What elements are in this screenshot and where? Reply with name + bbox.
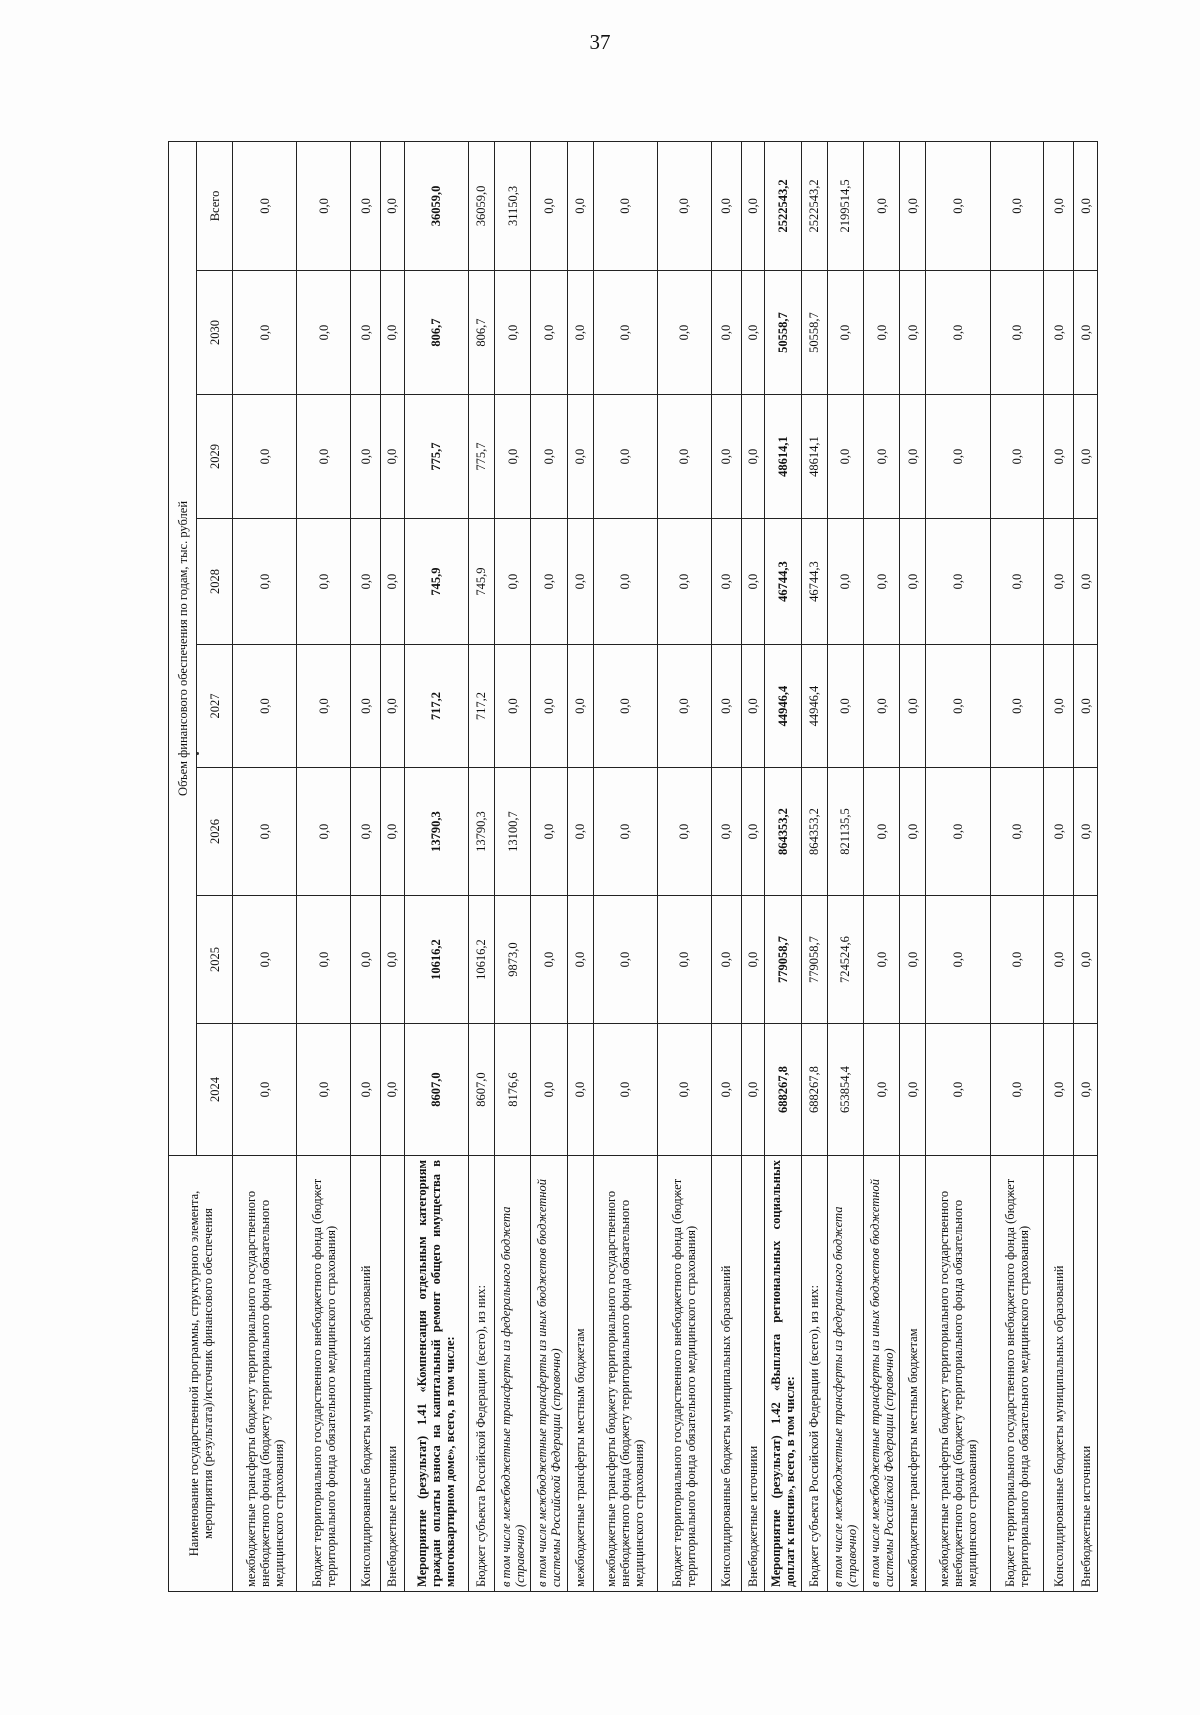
row-value-2024: 0,0: [926, 1024, 990, 1156]
row-name: в том числе межбюджетные трансферты из иных бюджетов бюджетной системы Российской Федерации (справочно): [863, 1156, 899, 1592]
row-value-2024: 8607,0: [469, 1024, 495, 1156]
row-name: Бюджет территориального государственного внебюджетного фонда (бюджет территориального фонда обязательного медицинского страхования): [657, 1156, 711, 1592]
table-row: [926, 141, 990, 1591]
row-value-Всего: 36059,0: [404, 141, 468, 270]
row-value-Всего: 0,0: [381, 141, 405, 270]
row-name: Внебюджетные источники: [741, 1156, 765, 1592]
row-name: межбюджетные трансферты местным бюджетам: [900, 1156, 926, 1592]
row-value-2024: 0,0: [531, 1024, 567, 1156]
table-row: [531, 141, 567, 1591]
row-value-2029: 0,0: [593, 395, 657, 519]
row-value-2025: 0,0: [863, 896, 899, 1024]
row-value-2025: 0,0: [233, 896, 297, 1024]
row-value-2028: 0,0: [593, 519, 657, 645]
row-value-2027: 44946,4: [801, 645, 827, 768]
row-value-Всего: 0,0: [351, 141, 381, 270]
row-value-2029: 0,0: [711, 395, 741, 519]
row-value-2028: 46744,3: [765, 519, 801, 645]
row-value-2025: 0,0: [900, 896, 926, 1024]
row-name: межбюджетные трансферты бюджету территориального государственного внебюджетного фонда (бюджету территориального фонда обязательного медицинского страхования): [926, 1156, 990, 1592]
row-value-2026: 821135,5: [827, 768, 863, 896]
row-value-Всего: 0,0: [863, 141, 899, 270]
row-value-2025: 0,0: [567, 896, 593, 1024]
table-row: [1074, 141, 1098, 1591]
row-value-2027: 0,0: [711, 645, 741, 768]
table-row: [593, 141, 657, 1591]
row-value-2024: 0,0: [990, 1024, 1044, 1156]
header-year-2030: 2030: [197, 271, 233, 395]
row-value-2030: 0,0: [567, 271, 593, 395]
row-value-2026: 0,0: [926, 768, 990, 896]
header-group: Объем финансового обеспечения по годам, тыс. рублей: [169, 141, 197, 1155]
row-value-2027: 0,0: [233, 645, 297, 768]
row-value-2025: 0,0: [381, 896, 405, 1024]
row-value-2025: 0,0: [531, 896, 567, 1024]
row-value-2025: 9873,0: [494, 896, 530, 1024]
row-value-2026: 0,0: [863, 768, 899, 896]
row-value-Всего: 0,0: [657, 141, 711, 270]
row-value-2024: 0,0: [351, 1024, 381, 1156]
row-value-2025: 10616,2: [469, 896, 495, 1024]
header-year-2024: 2024: [197, 1024, 233, 1156]
row-value-2025: 0,0: [1044, 896, 1074, 1024]
row-value-Всего: 0,0: [1074, 141, 1098, 270]
row-value-2025: 0,0: [593, 896, 657, 1024]
row-value-2024: 0,0: [900, 1024, 926, 1156]
row-value-2026: 0,0: [233, 768, 297, 896]
row-value-2027: 0,0: [297, 645, 351, 768]
row-value-2024: 0,0: [233, 1024, 297, 1156]
row-value-2028: 0,0: [297, 519, 351, 645]
row-value-2027: 0,0: [1074, 645, 1098, 768]
row-value-2029: 48614,1: [765, 395, 801, 519]
row-name: Бюджет территориального государственного внебюджетного фонда (бюджет территориального фонда обязательного медицинского страхования): [297, 1156, 351, 1592]
header-year-2025: 2025: [197, 896, 233, 1024]
row-value-Всего: 0,0: [990, 141, 1044, 270]
row-value-2029: 0,0: [233, 395, 297, 519]
row-value-2026: 0,0: [900, 768, 926, 896]
row-value-2024: 0,0: [593, 1024, 657, 1156]
row-value-2025: 0,0: [741, 896, 765, 1024]
row-value-2029: 0,0: [741, 395, 765, 519]
row-name: Консолидированные бюджеты муниципальных образований: [711, 1156, 741, 1592]
row-value-2030: 0,0: [381, 271, 405, 395]
table-row: [741, 141, 765, 1591]
header-name-column: Наименование государственной программы, структурного элемента, мероприятия (результата)/источник финансового обеспечения: [169, 1156, 233, 1592]
row-value-2029: 0,0: [863, 395, 899, 519]
row-value-2026: 0,0: [531, 768, 567, 896]
row-name: межбюджетные трансферты бюджету территориального государственного внебюджетного фонда (бюджету территориального фонда обязательного медицинского страхования): [233, 1156, 297, 1592]
row-value-2027: 0,0: [900, 645, 926, 768]
row-value-2024: 653854,4: [827, 1024, 863, 1156]
row-value-2029: 0,0: [567, 395, 593, 519]
table-row: [765, 141, 801, 1591]
table-row: [711, 141, 741, 1591]
row-value-2028: 0,0: [1074, 519, 1098, 645]
row-value-2026: 0,0: [593, 768, 657, 896]
row-value-2029: 0,0: [531, 395, 567, 519]
row-value-2029: 0,0: [494, 395, 530, 519]
row-value-2026: 13790,3: [404, 768, 468, 896]
row-value-Всего: 0,0: [297, 141, 351, 270]
row-value-2027: 0,0: [351, 645, 381, 768]
page-number: 37: [589, 30, 611, 54]
row-value-2028: 0,0: [863, 519, 899, 645]
rotated-table-container: [168, 142, 1098, 1592]
row-name: Внебюджетные источники: [381, 1156, 405, 1592]
row-value-2026: 0,0: [381, 768, 405, 896]
row-value-2024: 0,0: [1074, 1024, 1098, 1156]
row-value-2027: 0,0: [494, 645, 530, 768]
row-value-2025: 0,0: [1074, 896, 1098, 1024]
table-row: [863, 141, 899, 1591]
row-value-2027: 0,0: [827, 645, 863, 768]
header-year-2029: 2029: [197, 395, 233, 519]
row-value-2027: 0,0: [863, 645, 899, 768]
table-row: [404, 141, 468, 1591]
row-value-2027: 0,0: [657, 645, 711, 768]
row-value-2029: 775,7: [469, 395, 495, 519]
row-value-Всего: 0,0: [926, 141, 990, 270]
row-value-2029: 0,0: [657, 395, 711, 519]
row-name: Бюджет субъекта Российской Федерации (всего), из них:: [801, 1156, 827, 1592]
table-row: [1044, 141, 1074, 1591]
row-value-Всего: 0,0: [741, 141, 765, 270]
row-value-2029: 0,0: [926, 395, 990, 519]
row-name: Консолидированные бюджеты муниципальных образований: [1044, 1156, 1074, 1592]
row-value-2029: 0,0: [827, 395, 863, 519]
table-row: [233, 141, 297, 1591]
row-value-2027: 717,2: [404, 645, 468, 768]
row-value-2027: 0,0: [381, 645, 405, 768]
financing-table: [168, 141, 1098, 1592]
row-value-2028: 0,0: [900, 519, 926, 645]
row-value-2030: 0,0: [494, 271, 530, 395]
header-total: Всего: [197, 141, 233, 270]
table-body: [233, 141, 1098, 1591]
row-value-2026: 13100,7: [494, 768, 530, 896]
row-name: Мероприятие (результат) 1.41 «Компенсация отдельным категориям граждан оплаты взноса на капитальный ремонт общего имущества в многоквартирном доме», всего, в том числе:: [404, 1156, 468, 1592]
header-year-2028: 2028: [197, 519, 233, 645]
row-value-Всего: 31150,3: [494, 141, 530, 270]
row-value-2030: 50558,7: [801, 271, 827, 395]
row-value-2028: 0,0: [926, 519, 990, 645]
row-value-2026: 0,0: [711, 768, 741, 896]
table-row: [990, 141, 1044, 1591]
row-value-Всего: 36059,0: [469, 141, 495, 270]
row-value-2025: 0,0: [990, 896, 1044, 1024]
row-name: Мероприятие (результат) 1.42 «Выплата региональных социальных доплат к пенсии», всего, в том числе:: [765, 1156, 801, 1592]
row-value-2026: 0,0: [567, 768, 593, 896]
row-value-Всего: 0,0: [567, 141, 593, 270]
row-name: Бюджет субъекта Российской Федерации (всего), из них:: [469, 1156, 495, 1592]
row-value-2027: 0,0: [567, 645, 593, 768]
table-row: [381, 141, 405, 1591]
row-value-Всего: 0,0: [900, 141, 926, 270]
row-value-2024: 0,0: [711, 1024, 741, 1156]
row-value-2025: 724524,6: [827, 896, 863, 1024]
row-value-2025: 0,0: [926, 896, 990, 1024]
table-row: [494, 141, 530, 1591]
row-name: в том числе межбюджетные трансферты из федерального бюджета (справочно): [494, 1156, 530, 1592]
row-value-2030: 50558,7: [765, 271, 801, 395]
row-value-2026: 0,0: [1044, 768, 1074, 896]
row-name: Внебюджетные источники: [1074, 1156, 1098, 1592]
row-value-2027: 717,2: [469, 645, 495, 768]
row-value-2030: 0,0: [297, 271, 351, 395]
row-value-Всего: 0,0: [233, 141, 297, 270]
row-value-2026: 0,0: [297, 768, 351, 896]
row-value-2029: 0,0: [1044, 395, 1074, 519]
row-value-2028: 0,0: [827, 519, 863, 645]
table-row: [827, 141, 863, 1591]
row-name: межбюджетные трансферты бюджету территориального государственного внебюджетного фонда (бюджету территориального фонда обязательного медицинского страхования): [593, 1156, 657, 1592]
header-year-2026: 2026: [197, 768, 233, 896]
row-value-2030: 0,0: [351, 271, 381, 395]
row-value-2026: 864353,2: [765, 768, 801, 896]
row-value-2024: 0,0: [863, 1024, 899, 1156]
table-row: [900, 141, 926, 1591]
row-value-2028: 0,0: [351, 519, 381, 645]
row-value-2030: 0,0: [531, 271, 567, 395]
row-value-2024: 688267,8: [765, 1024, 801, 1156]
row-value-Всего: 0,0: [711, 141, 741, 270]
row-value-2026: 0,0: [351, 768, 381, 896]
row-value-2028: 0,0: [657, 519, 711, 645]
row-value-2028: 745,9: [469, 519, 495, 645]
row-value-2025: 0,0: [297, 896, 351, 1024]
row-value-2030: 0,0: [863, 271, 899, 395]
row-value-2028: 0,0: [741, 519, 765, 645]
row-value-2028: 0,0: [494, 519, 530, 645]
row-value-2030: 0,0: [926, 271, 990, 395]
row-value-2030: 0,0: [900, 271, 926, 395]
row-value-2025: 0,0: [657, 896, 711, 1024]
row-value-2026: 0,0: [657, 768, 711, 896]
row-value-Всего: 0,0: [531, 141, 567, 270]
table-row: [657, 141, 711, 1591]
row-value-2025: 10616,2: [404, 896, 468, 1024]
row-name: межбюджетные трансферты местным бюджетам: [567, 1156, 593, 1592]
table-row: [801, 141, 827, 1591]
row-value-2029: 0,0: [1074, 395, 1098, 519]
row-value-Всего: 0,0: [593, 141, 657, 270]
row-value-2030: 806,7: [404, 271, 468, 395]
row-value-2026: 0,0: [1074, 768, 1098, 896]
row-value-2024: 8607,0: [404, 1024, 468, 1156]
row-value-2025: 779058,7: [765, 896, 801, 1024]
row-value-Всего: 0,0: [1044, 141, 1074, 270]
row-value-2026: 13790,3: [469, 768, 495, 896]
row-value-2028: 0,0: [531, 519, 567, 645]
row-value-2027: 0,0: [741, 645, 765, 768]
row-value-2029: 0,0: [990, 395, 1044, 519]
row-value-2028: 0,0: [711, 519, 741, 645]
row-value-2024: 0,0: [567, 1024, 593, 1156]
row-value-2029: 48614,1: [801, 395, 827, 519]
row-name: Консолидированные бюджеты муниципальных образований: [351, 1156, 381, 1592]
row-value-2028: 0,0: [233, 519, 297, 645]
row-value-2028: 745,9: [404, 519, 468, 645]
row-value-2027: 0,0: [990, 645, 1044, 768]
row-name: в том числе межбюджетные трансферты из федерального бюджета (справочно): [827, 1156, 863, 1592]
row-value-Всего: 2522543,2: [765, 141, 801, 270]
row-value-2027: 0,0: [531, 645, 567, 768]
row-value-2028: 46744,3: [801, 519, 827, 645]
row-value-2026: 0,0: [741, 768, 765, 896]
row-value-2029: 775,7: [404, 395, 468, 519]
row-value-2025: 0,0: [351, 896, 381, 1024]
header-year-2027: 2027: [197, 645, 233, 768]
row-name: в том числе межбюджетные трансферты из иных бюджетов бюджетной системы Российской Федерации (справочно): [531, 1156, 567, 1592]
table-row: [567, 141, 593, 1591]
row-value-2030: 806,7: [469, 271, 495, 395]
row-value-2024: 8176,6: [494, 1024, 530, 1156]
row-value-2030: 0,0: [233, 271, 297, 395]
row-value-2024: 0,0: [381, 1024, 405, 1156]
row-value-2025: 0,0: [711, 896, 741, 1024]
row-value-2030: 0,0: [593, 271, 657, 395]
row-value-2027: 0,0: [926, 645, 990, 768]
row-value-2029: 0,0: [900, 395, 926, 519]
row-value-2027: 44946,4: [765, 645, 801, 768]
row-value-2028: 0,0: [990, 519, 1044, 645]
row-value-2030: 0,0: [827, 271, 863, 395]
row-value-2029: 0,0: [381, 395, 405, 519]
row-value-2028: 0,0: [1044, 519, 1074, 645]
row-value-2026: 864353,2: [801, 768, 827, 896]
row-value-2027: 0,0: [1044, 645, 1074, 768]
row-value-2024: 0,0: [657, 1024, 711, 1156]
row-value-2030: 0,0: [657, 271, 711, 395]
row-value-2030: 0,0: [711, 271, 741, 395]
row-value-2027: 0,0: [593, 645, 657, 768]
table-row: [351, 141, 381, 1591]
row-value-2028: 0,0: [567, 519, 593, 645]
table-row: [297, 141, 351, 1591]
table-row: [469, 141, 495, 1591]
row-value-2030: 0,0: [741, 271, 765, 395]
row-value-2024: 0,0: [741, 1024, 765, 1156]
row-value-2024: 0,0: [1044, 1024, 1074, 1156]
row-value-2024: 0,0: [297, 1024, 351, 1156]
row-value-2029: 0,0: [351, 395, 381, 519]
row-value-Всего: 2199514,5: [827, 141, 863, 270]
row-value-2025: 779058,7: [801, 896, 827, 1024]
row-value-2026: 0,0: [990, 768, 1044, 896]
row-value-2029: 0,0: [297, 395, 351, 519]
row-value-2030: 0,0: [1044, 271, 1074, 395]
row-value-2030: 0,0: [990, 271, 1044, 395]
row-value-Всего: 2522543,2: [801, 141, 827, 270]
row-value-2030: 0,0: [1074, 271, 1098, 395]
row-name: Бюджет территориального государственного внебюджетного фонда (бюджет территориального фонда обязательного медицинского страхования): [990, 1156, 1044, 1592]
row-value-2024: 688267,8: [801, 1024, 827, 1156]
row-value-2028: 0,0: [381, 519, 405, 645]
